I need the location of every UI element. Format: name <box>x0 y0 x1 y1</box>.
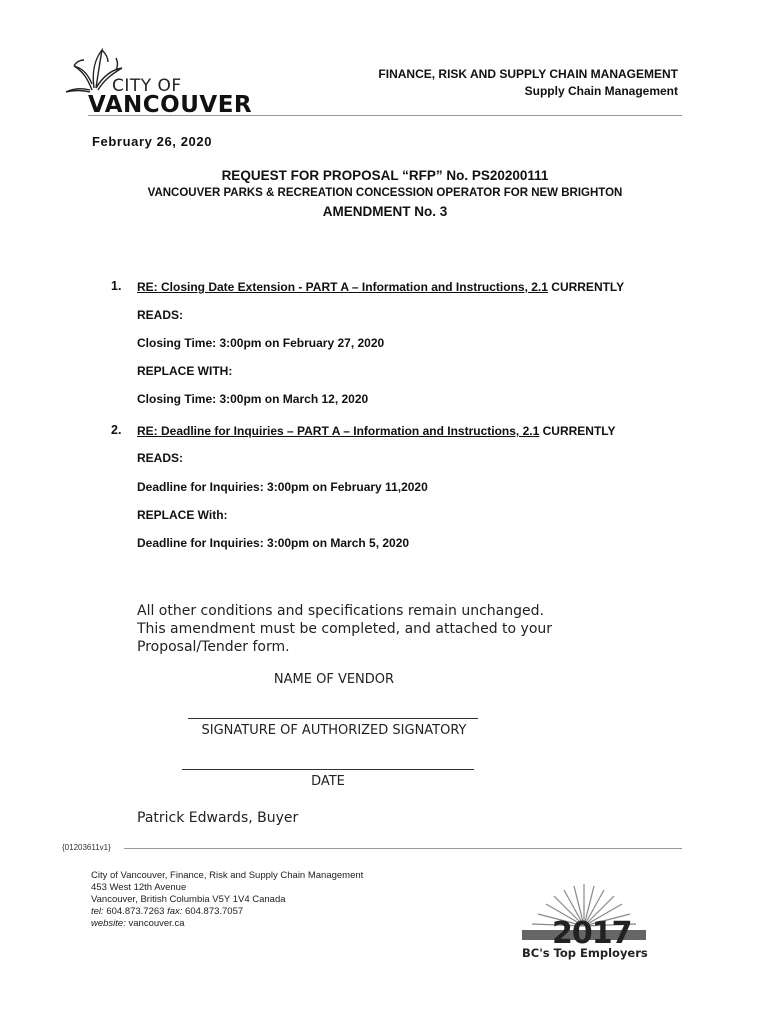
item-2-current: Deadline for Inquiries: 3:00pm on February 11,2020 <box>137 480 428 494</box>
item-2-heading-text: RE: Deadline for Inquiries – PART A – Information and Instructions, 2.1 <box>137 424 540 438</box>
item-2-heading <box>137 424 616 438</box>
item-1-heading-suffix: CURRENTLY <box>547 280 625 294</box>
item-2-replacement: Deadline for Inquiries: 3:00pm on March 5, 2020 <box>137 536 410 550</box>
rfp-subtitle: VANCOUVER PARKS & RECREATION CONCESSION OPERATOR FOR NEW BRIGHTON <box>147 187 623 199</box>
item-1-number: 1. <box>111 279 122 293</box>
item-1-heading <box>137 280 624 294</box>
document-id: {01203611v1} <box>62 843 111 852</box>
footer-org: City of Vancouver, Finance, Risk and Supply Chain Management <box>91 870 364 881</box>
department-header <box>378 66 678 100</box>
footer-address <box>91 870 363 930</box>
date-line[interactable] <box>182 769 474 770</box>
footer-address-2: Vancouver, British Columbia V5Y 1V4 Canada <box>91 894 286 905</box>
rfp-amendment: AMENDMENT No. 3 <box>322 204 448 219</box>
footer-address-1: 453 West 12th Avenue <box>91 882 187 893</box>
signatory-line[interactable] <box>188 718 478 719</box>
footer-website: vancouver.ca <box>128 918 185 929</box>
department-name: FINANCE, RISK AND SUPPLY CHAIN MANAGEMENT <box>378 67 678 81</box>
logo-city-of: CITY OF <box>112 76 182 96</box>
award-year: 2017 <box>552 916 632 951</box>
item-2-replace-label: REPLACE With: <box>137 508 228 522</box>
date-label: DATE <box>311 774 345 789</box>
footer-divider <box>124 848 682 849</box>
logo-vancouver: VANCOUVER <box>88 92 253 118</box>
notes <box>137 602 657 656</box>
header-divider <box>88 115 682 116</box>
notes-line-2: This amendment must be completed, and attached to your Proposal/Tender form. <box>137 621 553 655</box>
item-1-replacement: Closing Time: 3:00pm on March 12, 2020 <box>137 392 369 406</box>
item-2-number: 2. <box>111 423 122 437</box>
footer-website-label: website: <box>91 918 126 929</box>
item-2-heading-suffix: CURRENTLY <box>539 424 616 438</box>
footer-tel: 604.873.7263 <box>106 906 165 917</box>
vendor-name-label: NAME OF VENDOR <box>273 672 395 687</box>
footer-phone <box>91 906 363 918</box>
item-1-heading-text: RE: Closing Date Extension - PART A – Information and Instructions, 2.1 <box>137 280 548 294</box>
footer-fax-label: fax: <box>167 906 183 917</box>
item-1-replace-label: REPLACE WITH: <box>137 364 233 378</box>
signatory-label: SIGNATURE OF AUTHORIZED SIGNATORY <box>201 723 467 738</box>
footer-tel-label: tel: <box>91 906 104 917</box>
item-2-reads-label: READS: <box>137 451 184 465</box>
document-date: February 26, 2020 <box>92 134 213 149</box>
item-1-reads-label: READS: <box>137 308 184 322</box>
buyer-name: Patrick Edwards, Buyer <box>137 810 299 826</box>
notes-line-1: All other conditions and specifications remain unchanged. <box>137 603 544 619</box>
division-name: Supply Chain Management <box>524 84 678 98</box>
rfp-title: REQUEST FOR PROPOSAL “RFP” No. PS20200111 <box>221 168 549 183</box>
item-1-current: Closing Time: 3:00pm on February 27, 2020 <box>137 336 385 350</box>
footer-web <box>91 918 363 930</box>
award-text: BC's Top Employers <box>522 946 648 960</box>
footer-fax: 604.873.7057 <box>185 906 244 917</box>
